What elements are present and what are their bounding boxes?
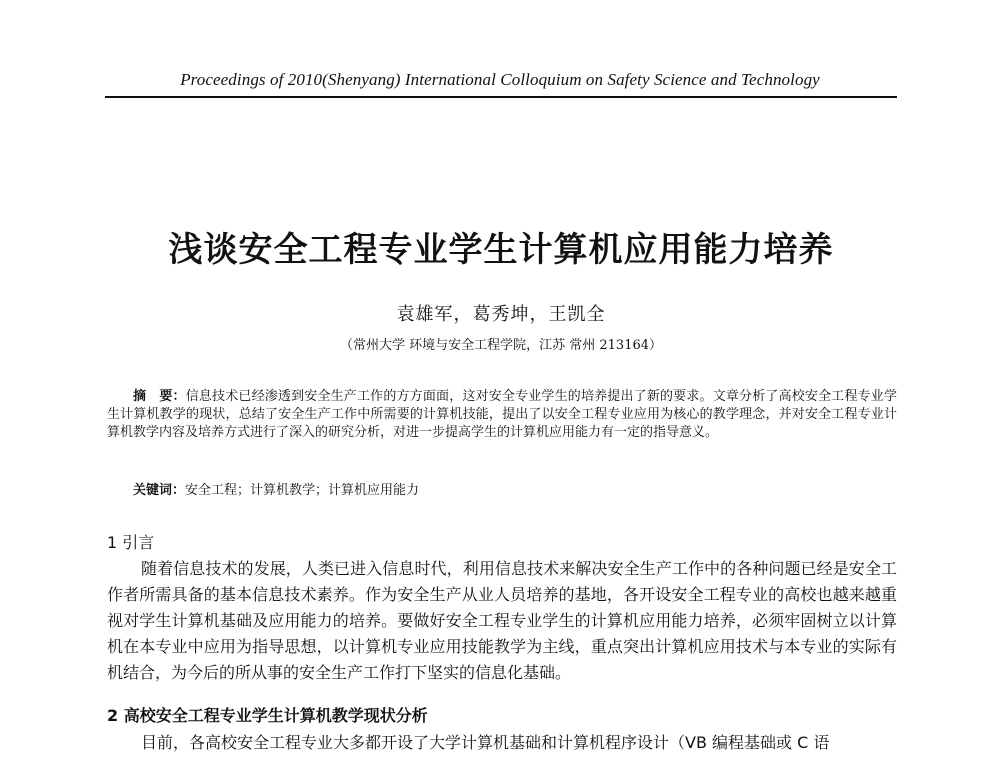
keywords-label: 关键词： bbox=[133, 483, 186, 498]
section-body-introduction: 随着信息技术的发展，人类已进入信息时代，利用信息技术来解决安全生产工作中的各种问题已经是安全工作者所需具备的基本信息技术素养。作为安全生产从业人员培养的基地，各开设安全工程专业的高校也越来越重视对学生计算机基础及应用能力的培养。要做好安全工程专业学生的计算机应用能力培养，必须牢固树立以计算机在本专业中应用为指导思想，以计算机专业应用技能教学为主线，重点突出计算机应用技术与本专业的实际有机结合，为今后的所从事的安全生产工作打下坚实的信息化基础。 bbox=[107, 559, 897, 682]
abstract-text: 信息技术已经渗透到安全生产工作的方方面面，这对安全专业学生的培养提出了新的要求。文章分析了高校安全工程专业学生计算机教学的现状，总结了安全生产工作中所需要的计算机技能，提出了以安全工程专业应用为核心的教学理念，并对安全工程专业计算机教学内容及培养方式进行了深入的研究分析，对进一步提高学生的计算机应用能力有一定的指导意义。 bbox=[107, 389, 897, 440]
keywords bbox=[133, 479, 893, 498]
section-heading-introduction: 1 引言 bbox=[107, 533, 155, 552]
abstract-label: 摘 要： bbox=[133, 389, 186, 404]
authors: 袁雄军，葛秀坤，王凯全 bbox=[396, 304, 606, 325]
section-body-status-analysis: 目前，各高校安全工程专业大多都开设了大学计算机基础和计算机程序设计（VB 编程基础或 C 语 bbox=[141, 733, 830, 752]
abstract bbox=[107, 388, 897, 442]
keywords-text: 安全工程；计算机教学；计算机应用能力 bbox=[185, 483, 420, 498]
paper-title: 浅谈安全工程专业学生计算机应用能力培养 bbox=[168, 230, 834, 270]
running-head: Proceedings of 2010(Shenyang) International Colloquium on Safety Science and Technology bbox=[180, 70, 820, 89]
header-rule bbox=[105, 96, 897, 98]
affiliation: （常州大学 环境与安全工程学院，江苏 常州 213164） bbox=[339, 338, 663, 353]
section-heading-status-analysis: 2 高校安全工程专业学生计算机教学现状分析 bbox=[107, 706, 428, 725]
